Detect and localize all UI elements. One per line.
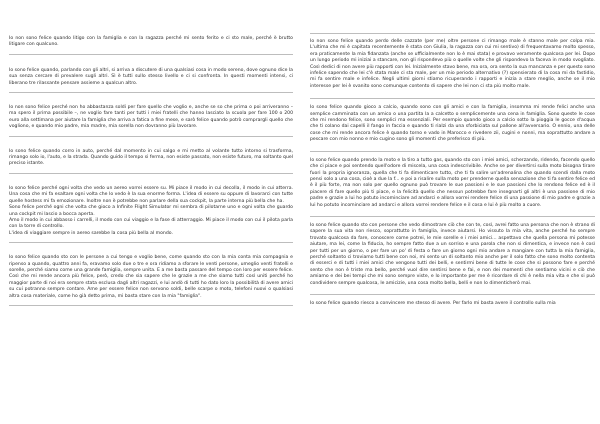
entry-text: Io sono felice quando, parlando con gli altri, si arriva a discutere di una qualsiasi cosa in modo sereno, dove ognuno dice la sua senza cercare di prevalere sugli altri. Sì è tutti sullo stesso livello e ci si confronta. In questi momenti intensi, ci liberano tre rilassante pensare assieme a qualcun altro. [9,67,293,86]
separator [310,216,595,217]
entry [310,301,595,307]
entry-text: Io sono felice perché ogni volta che vedo un aereo vorrei essere su. Mi piace il modo in cui decolla, il modo in cui atterra. Una cosa che mi fa esaltare ogni volta che lo vedo è la sua enorme forma. L'idea di essere su oppure di lavorarci con tutte quelle hostess mi fa emozionare. Inoltre non è potrebbe non parlare della sua cockpit, la parte interna più bella che ha. Sono felice perché ogni che volta che gioco a Infinite Flight Simulator mi sembra di pilotarne uno e ogni volta che guardo una cockpit mi lascio a bocca aperta. Amo il modo in cui abbasso i carrelli, il modo con cui viaggio e la fase di atterraggio. Mi piace il modo con cui il pilota parla con la torre di controllo. L'idea di viaggiare sempre in aereo sarebbe la cosa più bella al mondo. [9,185,293,236]
entry-text: Io sono felice quando prendo la moto e la tiro a tutto gas, quando sto con i miei amici, scherzando, ridendo, facendo quello che ci piace e poi sentendo quell'odore di miscela, una cosa indescrivibile. Anche se per divertirsi sulla moto bisogna tirare fuori la propria ignoranza, quella che ti fa dimenticare tutto, che ti fa salire un'adrenalina che quando scendi dalla moto pensi solo a una cosa, cioè a due la f... e poi a risalire sulla moto per prenderne quella sensazione che ti fa sentire felice ed è il più forte, ma non solo per quello ognuno può trovare le sue passioni e le sue passioni che lo rendono felice ed è il piacere di fare quello più ti piace, e la felicità quello che nessun potrebbe fare insegnarti gli altri è una passione di mio padre e grazie a lui ho potuto incominciare ad andarci e allora vorrei rendere felice di una passione di mio padre e grazie a lui ho potuto incominciare ad andarci e allora vorrei rendere felice e il cosa e lui è più molto a cuore. [310,157,595,208]
entry [310,39,595,90]
separator [9,173,293,174]
entry [310,158,595,209]
entry [9,149,293,168]
entry-text: Io sono felice quando corro in auto, perché dal momento in cui salgo e mi metto al volante tutto intorno si trasforma, rimango solo io, l'auto, e la strada. Quando guido il tempo si ferma, non esiste passato, non esiste futuro, ma soltanto quel preciso istante. [9,148,293,167]
entry-text: Io non sono felice quando litigo con la famiglia e con la ragazza perché mi sento ferito e ci sto male, perché è brutto litigare con qualcuno. [9,36,293,48]
entry [9,36,293,49]
entry [9,105,293,131]
separator [9,242,293,243]
separator [310,294,595,295]
entry [9,255,293,300]
right-column [310,0,595,424]
entry [9,68,293,87]
entry-text: Io sono felice quando gioco a calcio, quando sono con gli amici e con la famiglia, insomma mi rende felici anche una semplice camminata con un amico o una partita la a calcetto o semplicemente una cena in famiglia. Sono queste le cose che mi rendono felice, sono semplici ma essenziali. Per esempio quando gioco a calcio sotto la pioggia le gocce d'acqua che ti colano dai capelli il fango in faccia e quando ti rialzi da una sforbiciata sul pallone all'avversario. O ennio, una delle cose che mi rende ancora felice è quando torno e vado in Marocco e rivedere zii, cugini e nonni, ma soprattutto andare a pescare con mio nonno e mio cugino sono gli momenti che preferisco di più. [310,105,595,143]
separator [9,136,293,137]
separator [9,92,293,93]
separator [9,305,293,306]
entry-text: Io sono felice quando sto con le persone a cui tengo e voglio bene, come quando sto con la mia conta mia compagnia e ripenso a quando, quattro anni fa, eravamo solo due o tre e ora ridiamo a sforare le venti persone, umeglio venti fratelli e sorelle, perché siamo come una grande famiglia, sempre unita. E a me basta passare del tempo con loro per essere felice. Così che mi rende ancora più felice, però, credo che sia sapere che le grazie a me che siamo tutti così uniti perché ho maggior parte di noi era sempre stata esclusa dagli altri ragazzi, e lui andò di tutti ho dato loro la possibilità di avere amici su cui potranno sempre contare. Ame per essere felice non servono soldi, belle scarpe o moto, telefoni nuovi o qualsiasi altra cosa materiale, come ho già detto prima, mi basta stare con la mia "famiglia". [9,255,293,299]
separator [310,151,595,152]
entry-text: Io sono felice quando sto con persone che vedo dimostrare ciò che con te, così, avrei fatto una persona che non è strano di sapere la sua vita non riesco, soprattutto in famiglia, invece aiutarsi. Ho vissuto la mia vita, anche perché ho sempre trovato qualcosa da fare, conoscere come potrei, le mie sorelle e i miei amici... aspettavo che quella persona mi potesse aiutare, ma lei, come la fiducia, ho sempre fatto due a un sorriso e una parola che non si dimentica, e invece non è così per tutti per un giorno, o per fare un po' di festa o fare un giorno ogni mio andare a mangiare con tutta la mia famiglia, perché soltanto ci troviamo tutti bene con noi, mi sento un di soltanto mio anche per il solo fatto che sono molto contenta di esserci e di tutti i miei amici che vengono tutti dei belli, e sentirmi bene di tutte le cose che si possono fare e perché sento che non è triste ma bello, perché vuol dire sentirsi bene e fai, e non dei momenti che sentiamo vicini e ciò che amiamo e dei bei tempi che mi sono sempre viste, e lo importante per me è ricordare di chi è nella mia vita e che si può condividere sempre qualcosa, le amicizie, una cosa molto bella, belli e non lo dimenticherò mai. [310,222,595,286]
left-column [9,0,293,424]
entry [9,186,293,237]
entry-text: Io non sono felice perché non ho abbastanza soldi per fare quello che voglio e, anche se so che prima o poi arriveranno – ma spero il prima possibile –, ne voglio fare tanti per tutti i miei fratelli che hanno lasciato la scuola per fare 100 o 200 euro alla settimana per aiutare la famiglia che arriva a fatica a fine mese, e sarò felice quando potrò comprargli quello che vogliono, e quando mio padre, mia madre, mia sorella non dovranno più lavorare. [9,105,293,130]
separator [310,33,595,34]
entry-text: Io non sono felice quando perdo delle cazzate (per me) oltre persone ci rimango male è stanno male per colpa mia. L'ultima che mi è capitata recentemente è stata con Giulia, la ragazza con cui mi sentivo) di frequentavamo molto spesso, era praticamente la mia fidanzata (anche se ufficialmente non lo è mai stata) e provavo veramente qualcosa per lei. Dopo un lungo periodo mi iniziai a stancare, non gli rispondevo più o quelle volte che gli rispondevo la faceva in modo svogliato. Così dedici di non avere più rapporti con lei. Inizialmente stavo bene, ma ora, ora sento la sua mancanza e per questo sono infelice sapendo che lei c'è stata male ci sta male, per un mio periodo alternativo (?) spensierato di la cosa mi da fastidio, mi fa sentire male e infelice. Negli ultimi giorni stiamo ricuperando i rapporti e inizia a stare meglio, anche se il mio interesse per lei è svanito sono comunque contento di sapere che lei non ci sta più molto male. [310,39,595,89]
entry [310,223,595,287]
separator [310,98,595,99]
entry [310,105,595,143]
separator [9,54,293,55]
entry-text: Io sono felice quando riesco a convincere me stesso di avere. Per farlo mi basta avere il controllo sulla mia [310,301,556,306]
